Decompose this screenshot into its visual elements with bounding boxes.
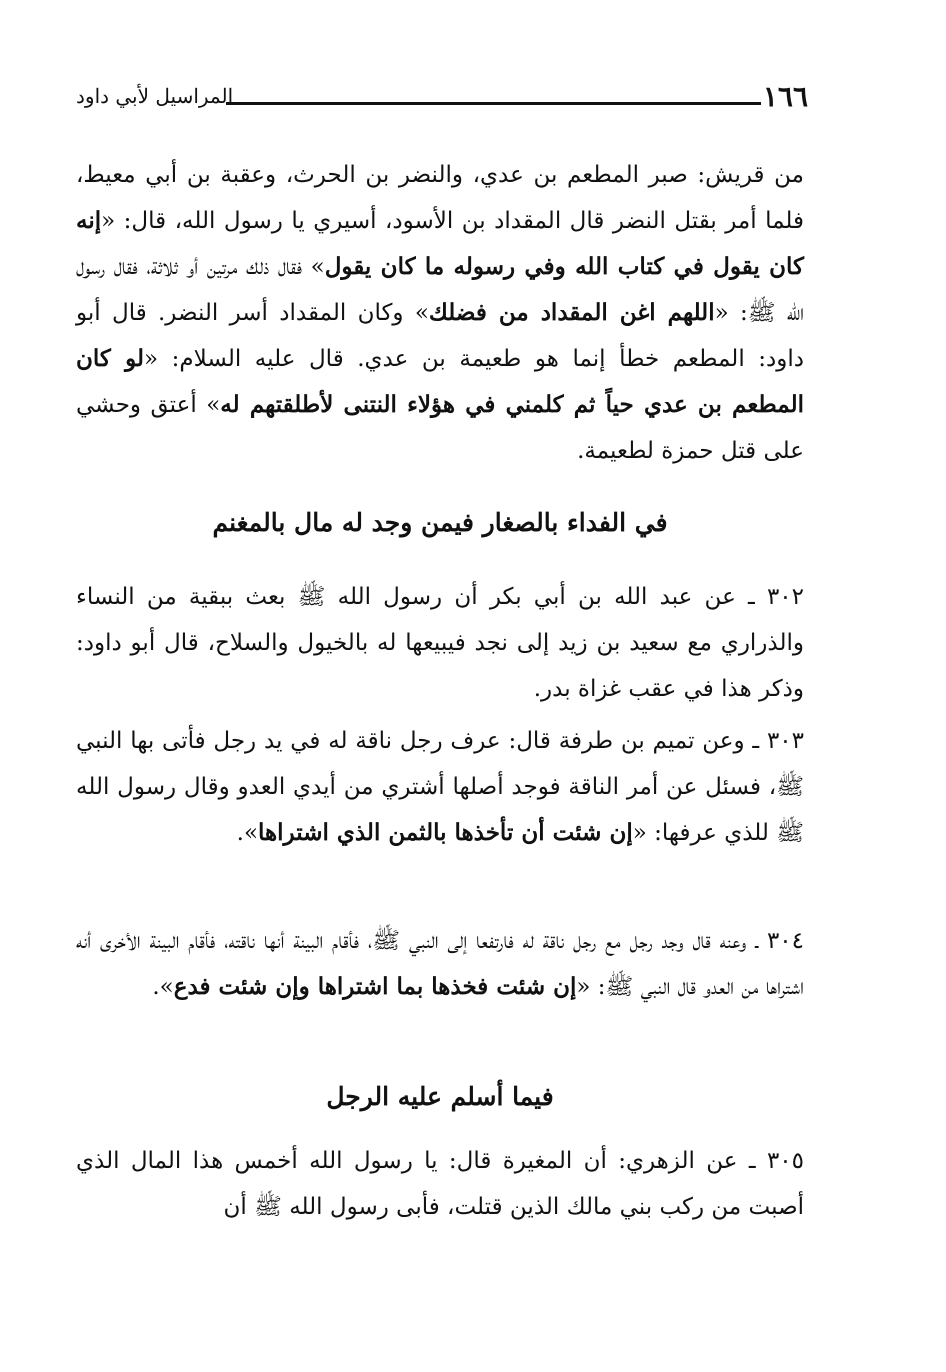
intro-quote-1: إنه كان يقول في كتاب الله وفي رسوله ما كان يقول — [76, 207, 805, 280]
intro-paragraph — [76, 152, 804, 474]
intro-text-1: من قريش: صبر المطعم بن عدي، والنضر بن الحرث، وعقبة بن أبي معيط، فلما أمر بقتل النضر قال المقداد بن الأسود، أسيري يا رسول الله، قال: « — [76, 162, 804, 234]
hadith-304-quote: إن شئت فخذها بما اشتراها وإن شئت فدع — [173, 973, 577, 1000]
intro-text-2: » فقال ذلك مرتين أو ثلاثة، فقال رسول الله ﷺ: « — [76, 254, 804, 326]
intro-text-3: » وكان المقداد أسر النضر. قال أبو داود: المطعم خطأ إنما هو طعيمة بن عدي. قال عليه السلام: « — [76, 300, 804, 372]
running-title: المراسيل لأبي داود — [76, 84, 234, 108]
section-heading-ransom: في الفداء بالصغار فيمن وجد له مال بالمغنم — [212, 508, 668, 537]
hadith-303-quote: إن شئت أن تأخذها بالثمن الذي اشتراها — [258, 819, 633, 846]
hadith-303-text: ٣٠٣ ـ وعن تميم بن طرفة قال: عرف رجل ناقة له في يد رجل فأتى بها النبي ﷺ، فسئل عن أمر الناقة فوجد أصلها أشتري من أيدي العدو وقال رسول الله ﷺ للذي عرفها: « — [76, 728, 804, 846]
hadith-302 — [76, 574, 804, 712]
hadith-305-text: ٣٠٥ ـ عن الزهري: أن المغيرة قال: يا رسول الله أخمس هذا المال الذي أصبت من ركب بني مالك الذين قتلت، فأبى رسول الله ﷺ أن — [76, 1148, 804, 1220]
hadith-304-text: ٣٠٤ ـ وعنه قال وجد رجل مع رجل ناقة له فارتفعا إلى النبي ﷺ، فأقام البينة أنها ناقته، فأقام البينة الأخرى أنه اشتراها من العدو قال النبي ﷺ: « — [76, 928, 804, 1000]
hadith-302-text: ٣٠٢ ـ عن عبد الله بن أبي بكر أن رسول الله ﷺ بعث ببقية من النساء والذراري مع سعيد بن زيد إلى نجد فيبيعها له بالخيول والسلاح، قال أبو داود: وذكر هذا في عقب غزاة بدر. — [76, 584, 804, 702]
intro-quote-2: اللهم اغن المقداد من فضلك — [428, 299, 715, 326]
hadith-305 — [76, 1138, 804, 1230]
hadith-303-end: ». — [236, 820, 259, 846]
hadith-304-end: ». — [152, 974, 174, 1000]
intro-text-4: » أعتق وحشي على قتل حمزة لطعيمة. — [76, 392, 804, 464]
header-rule — [226, 102, 761, 105]
hadith-304 — [76, 918, 804, 1010]
page-number: ١٦٦ — [762, 80, 808, 113]
intro-quote-3: لو كان المطعم بن عدي حياً ثم كلمني في هؤلاء النتنى لأطلقتهم له — [76, 345, 804, 418]
hadith-303 — [76, 718, 804, 856]
page-header — [76, 78, 816, 118]
section-heading-conversion: فيما أسلم عليه الرجل — [326, 1082, 554, 1111]
